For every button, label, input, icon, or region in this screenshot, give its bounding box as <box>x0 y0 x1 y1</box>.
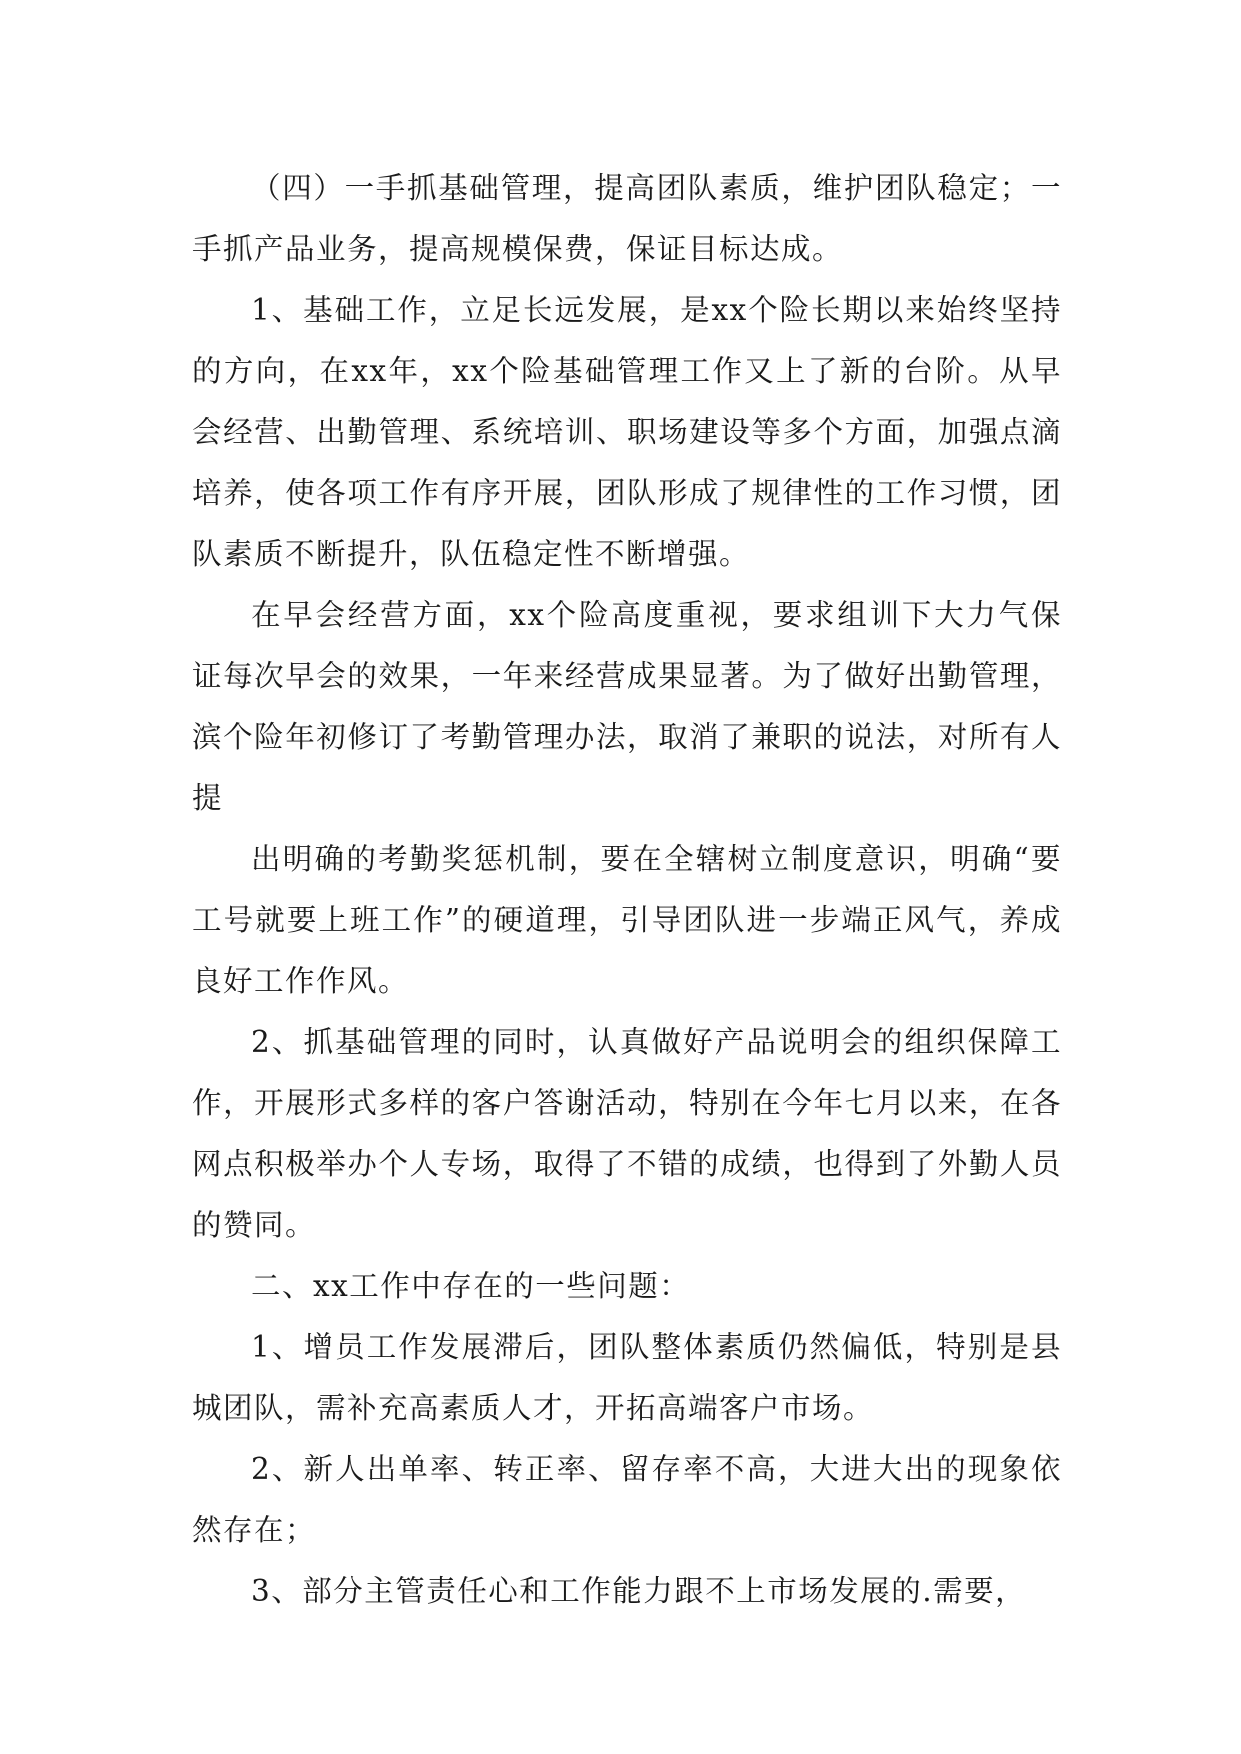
paragraph-7: 2、新人出单率、转正率、留存率不高，大进大出的现象依然存在； <box>192 1452 1062 1547</box>
paragraph-5: 2、抓基础管理的同时，认真做好产品说明会的组织保障工作，开展形式多样的客户答谢活动，特别在今年七月以来，在各网点积极举办个人专场，取得了不错的成绩，也得到了外勤人员的赞同。 <box>192 1025 1062 1242</box>
paragraph-4: 出明确的考勤奖惩机制，要在全辖树立制度意识，明确“要工号就要上班工作”的硬道理，引导团队进一步端正风气，养成良好工作作风。 <box>192 842 1062 998</box>
paragraph-6: 1、增员工作发展滞后，团队整体素质仍然偏低，特别是县城团队，需补充高素质人才，开拓高端客户市场。 <box>192 1330 1062 1425</box>
paragraph-1: （四）一手抓基础管理，提高团队素质，维护团队稳定；一手抓产品业务，提高规模保费，保证目标达成。 <box>192 171 1062 266</box>
section-heading: 二、xx工作中存在的一些问题： <box>251 1269 691 1303</box>
paragraph-2: 1、基础工作，立足长远发展，是xx个险长期以来始终坚持的方向，在xx年，xx个险基础管理工作又上了新的台阶。从早会经营、出勤管理、系统培训、职场建设等多个方面，加强点滴培养，使各项工作有序开展，团队形成了规律性的工作习惯，团队素质不断提升，队伍稳定性不断增强。 <box>192 293 1062 571</box>
paragraph-8: 3、部分主管责任心和工作能力跟不上市场发展的.需要， <box>251 1574 1027 1608</box>
paragraph-3: 在早会经营方面，xx个险高度重视，要求组训下大力气保证每次早会的效果，一年来经营成果显著。为了做好出勤管理，滨个险年初修订了考勤管理办法，取消了兼职的说法，对所有人提 <box>192 598 1062 815</box>
document-body <box>192 158 1062 1622</box>
